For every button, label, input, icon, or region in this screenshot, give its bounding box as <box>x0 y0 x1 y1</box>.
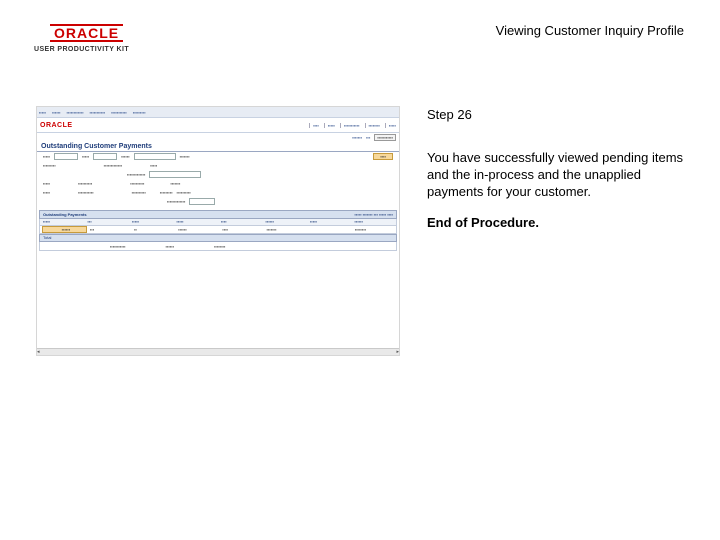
screenshot-horizontal-scrollbar <box>37 348 399 355</box>
screenshot-brand-bar <box>37 118 399 133</box>
screenshot-info-row: ▪▪▪▪▪▪▪▪▪ ▪▪▪▪▪▪▪▪▪▪▪▪▪ ▪▪▪▪▪ <box>43 163 158 168</box>
screenshot-search-row: ▪▪▪▪▪ ▪▪▪▪▪ ▪▪▪▪▪▪ ▪▪▪▪▪▪▪ ▪▪▪▪ <box>37 152 399 161</box>
outstanding-payments-row: ▪▪▪▪▪▪ ▪▪▪ ▪▪ ▪▪▪▪▪▪ ▪▪▪▪ ▪▪▪▪▪▪▪ ▪▪▪▪▪▪▪▪ <box>39 226 397 234</box>
step-label: Step 26 <box>427 107 472 122</box>
screenshot-filter-row: ▪▪▪▪▪▪▪▪▪▪▪▪▪ <box>37 170 399 179</box>
total-row: ▪▪▪▪▪▪▪▪▪▪▪ ▪▪▪▪▪▪ ▪▪▪▪▪▪▪▪ <box>39 242 397 251</box>
application-screenshot <box>36 106 400 356</box>
screenshot-due-row: ▪▪▪▪▪ ▪▪▪▪▪▪▪▪▪▪▪ ▪▪▪▪▪▪▪▪▪▪ ▪▪▪▪▪▪▪▪▪ ▪▪▪▪▪▪▪▪▪▪ <box>43 190 191 195</box>
outstanding-payments-column-headers: ▪▪▪▪▪ ▪▪▪ ▪▪▪▪▪ ▪▪▪▪▪ ▪▪▪▪ ▪▪▪▪▪▪ ▪▪▪▪▪ ▪▪▪▪▪▪ <box>39 219 397 226</box>
step-description: You have successfully viewed pending items and the in-process and the unapplied payments for your customer. <box>427 150 684 199</box>
logo-product-name: USER PRODUCTIVITY KIT <box>34 46 130 53</box>
slide-title: Viewing Customer Inquiry Profile <box>495 23 684 38</box>
total-section-header: Total <box>39 234 397 242</box>
scroll-left-arrow-icon: ◂ <box>37 349 40 355</box>
screenshot-window-links: ▪▪▪▪▪▪▪ ▪▪▪ ▪▪▪▪▪▪▪▪▪▪▪ <box>37 133 399 142</box>
oracle-upk-logo <box>34 24 164 53</box>
screenshot-oracle-logo: ORACLE <box>40 121 73 129</box>
screenshot-display-row: ▪▪▪▪▪▪▪▪▪▪▪▪▪ <box>37 197 399 206</box>
screenshot-balance-row: ▪▪▪▪▪ ▪▪▪▪▪▪▪▪▪▪ ▪▪▪▪▪▪▪▪▪▪ ▪▪▪▪▪▪▪ <box>43 181 181 186</box>
screenshot-search-button: ▪▪▪▪ <box>373 153 393 160</box>
scroll-right-arrow-icon: ▸ <box>396 349 399 355</box>
logo-oracle-wordmark: ORACLE <box>50 24 123 42</box>
outstanding-payments-grid-header: Outstanding Payments ▪▪▪▪▪ ▪▪▪▪▪▪▪ ▪▪▪ ▪▪▪▪▪ ▪▪▪▪ <box>39 210 397 219</box>
screenshot-header-links: ▪▪▪▪ ▪▪▪▪▪ ▪▪▪▪▪▪▪▪▪▪▪ ▪▪▪▪▪▪▪▪ ▪▪▪▪▪ <box>309 123 396 128</box>
outstanding-payments-title: Outstanding Payments <box>43 212 87 217</box>
end-of-procedure-text: End of Procedure. <box>427 215 539 230</box>
screenshot-page-title: Outstanding Customer Payments <box>37 142 399 152</box>
screenshot-top-nav: ▪▪▪▪▪ ▪▪▪▪▪▪ ▪▪▪▪▪▪▪▪▪▪▪▪ ▪▪▪▪▪▪▪▪▪▪▪ ▪▪▪▪▪▪▪▪▪▪▪ ▪▪▪▪▪▪▪▪▪ <box>37 107 399 118</box>
payment-detail-link-highlight: ▪▪▪▪▪▪ <box>42 226 87 233</box>
